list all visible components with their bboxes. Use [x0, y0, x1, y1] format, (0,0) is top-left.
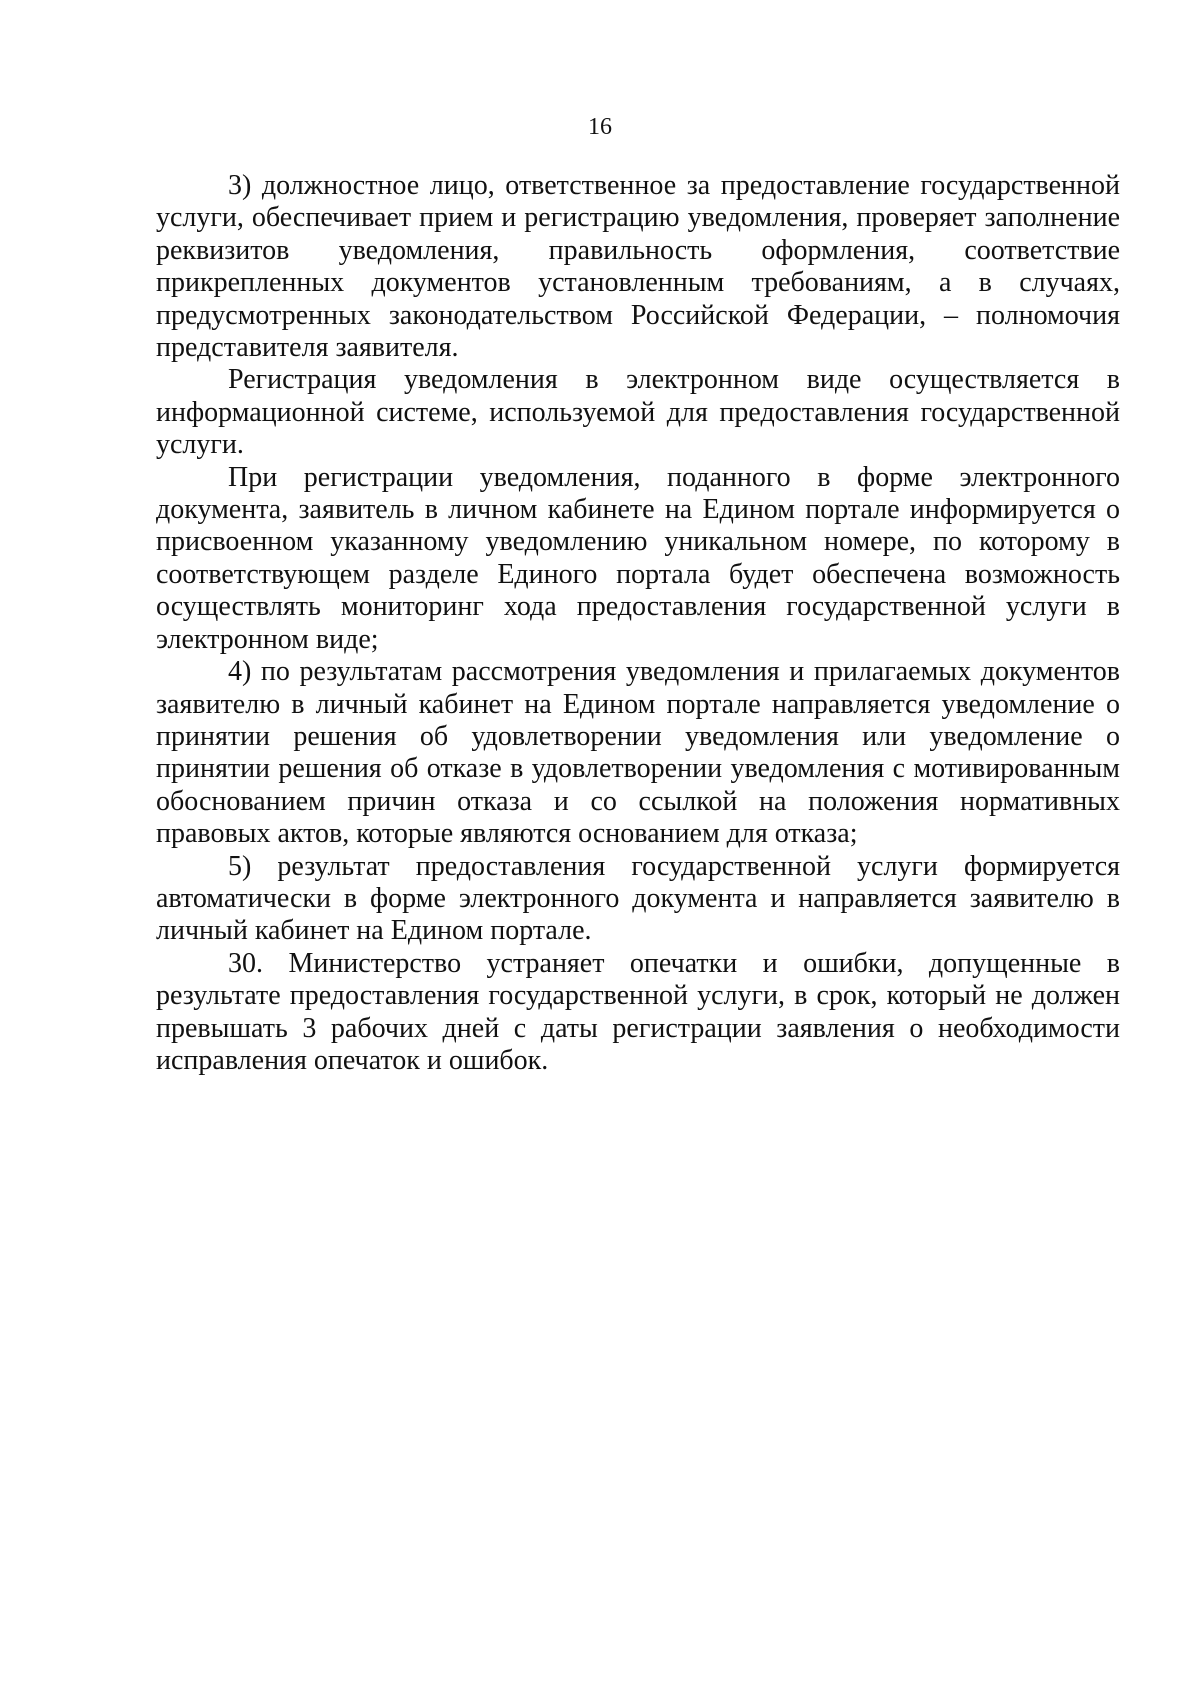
document-body: [156, 170, 1120, 1077]
paragraph-section-30: 30. Министерство устраняет опечатки и ошибки, допущенные в результате предоставления государственной услуги, в срок, который не должен превышать 3 рабочих дней с даты регистрации заявления о необходимости исправления опечаток и ошибок.: [156, 947, 1120, 1076]
paragraph-item-5: 5) результат предоставления государственной услуги формируется автоматически в форме электронного документа и направляется заявителю в личный кабинет на Едином портале.: [156, 850, 1120, 947]
paragraph-electronic-registration: Регистрация уведомления в электронном виде осуществляется в информационной системе, используемой для предоставления государственной услуги.: [156, 364, 1120, 461]
paragraph-registration-notice: При регистрации уведомления, поданного в форме электронного документа, заявитель в личном кабинете на Едином портале информируется о присвоенном указанному уведомлению уникальном номере, по которому в соответствующем разделе Единого портала будет обеспечена возможность осуществлять мониторинг хода предоставления государственной услуги в электронном виде;: [156, 461, 1120, 655]
page-number: 16: [588, 114, 612, 140]
paragraph-item-3: 3) должностное лицо, ответственное за предоставление государственной услуги, обеспечивает прием и регистрацию уведомления, проверяет заполнение реквизитов уведомления, правильность оформления, соответствие прикрепленных документов установленным требованиям, а в случаях, предусмотренных законодательством Российской Федерации, – полномочия представителя заявителя.: [156, 170, 1120, 364]
paragraph-item-4: 4) по результатам рассмотрения уведомления и прилагаемых документов заявителю в личный кабинет на Едином портале направляется уведомление о принятии решения об удовлетворении уведомления или уведомление о принятии решения об отказе в удовлетворении уведомления с мотивированным обоснованием причин отказа и со ссылкой на положения нормативных правовых актов, которые являются основанием для отказа;: [156, 656, 1120, 850]
